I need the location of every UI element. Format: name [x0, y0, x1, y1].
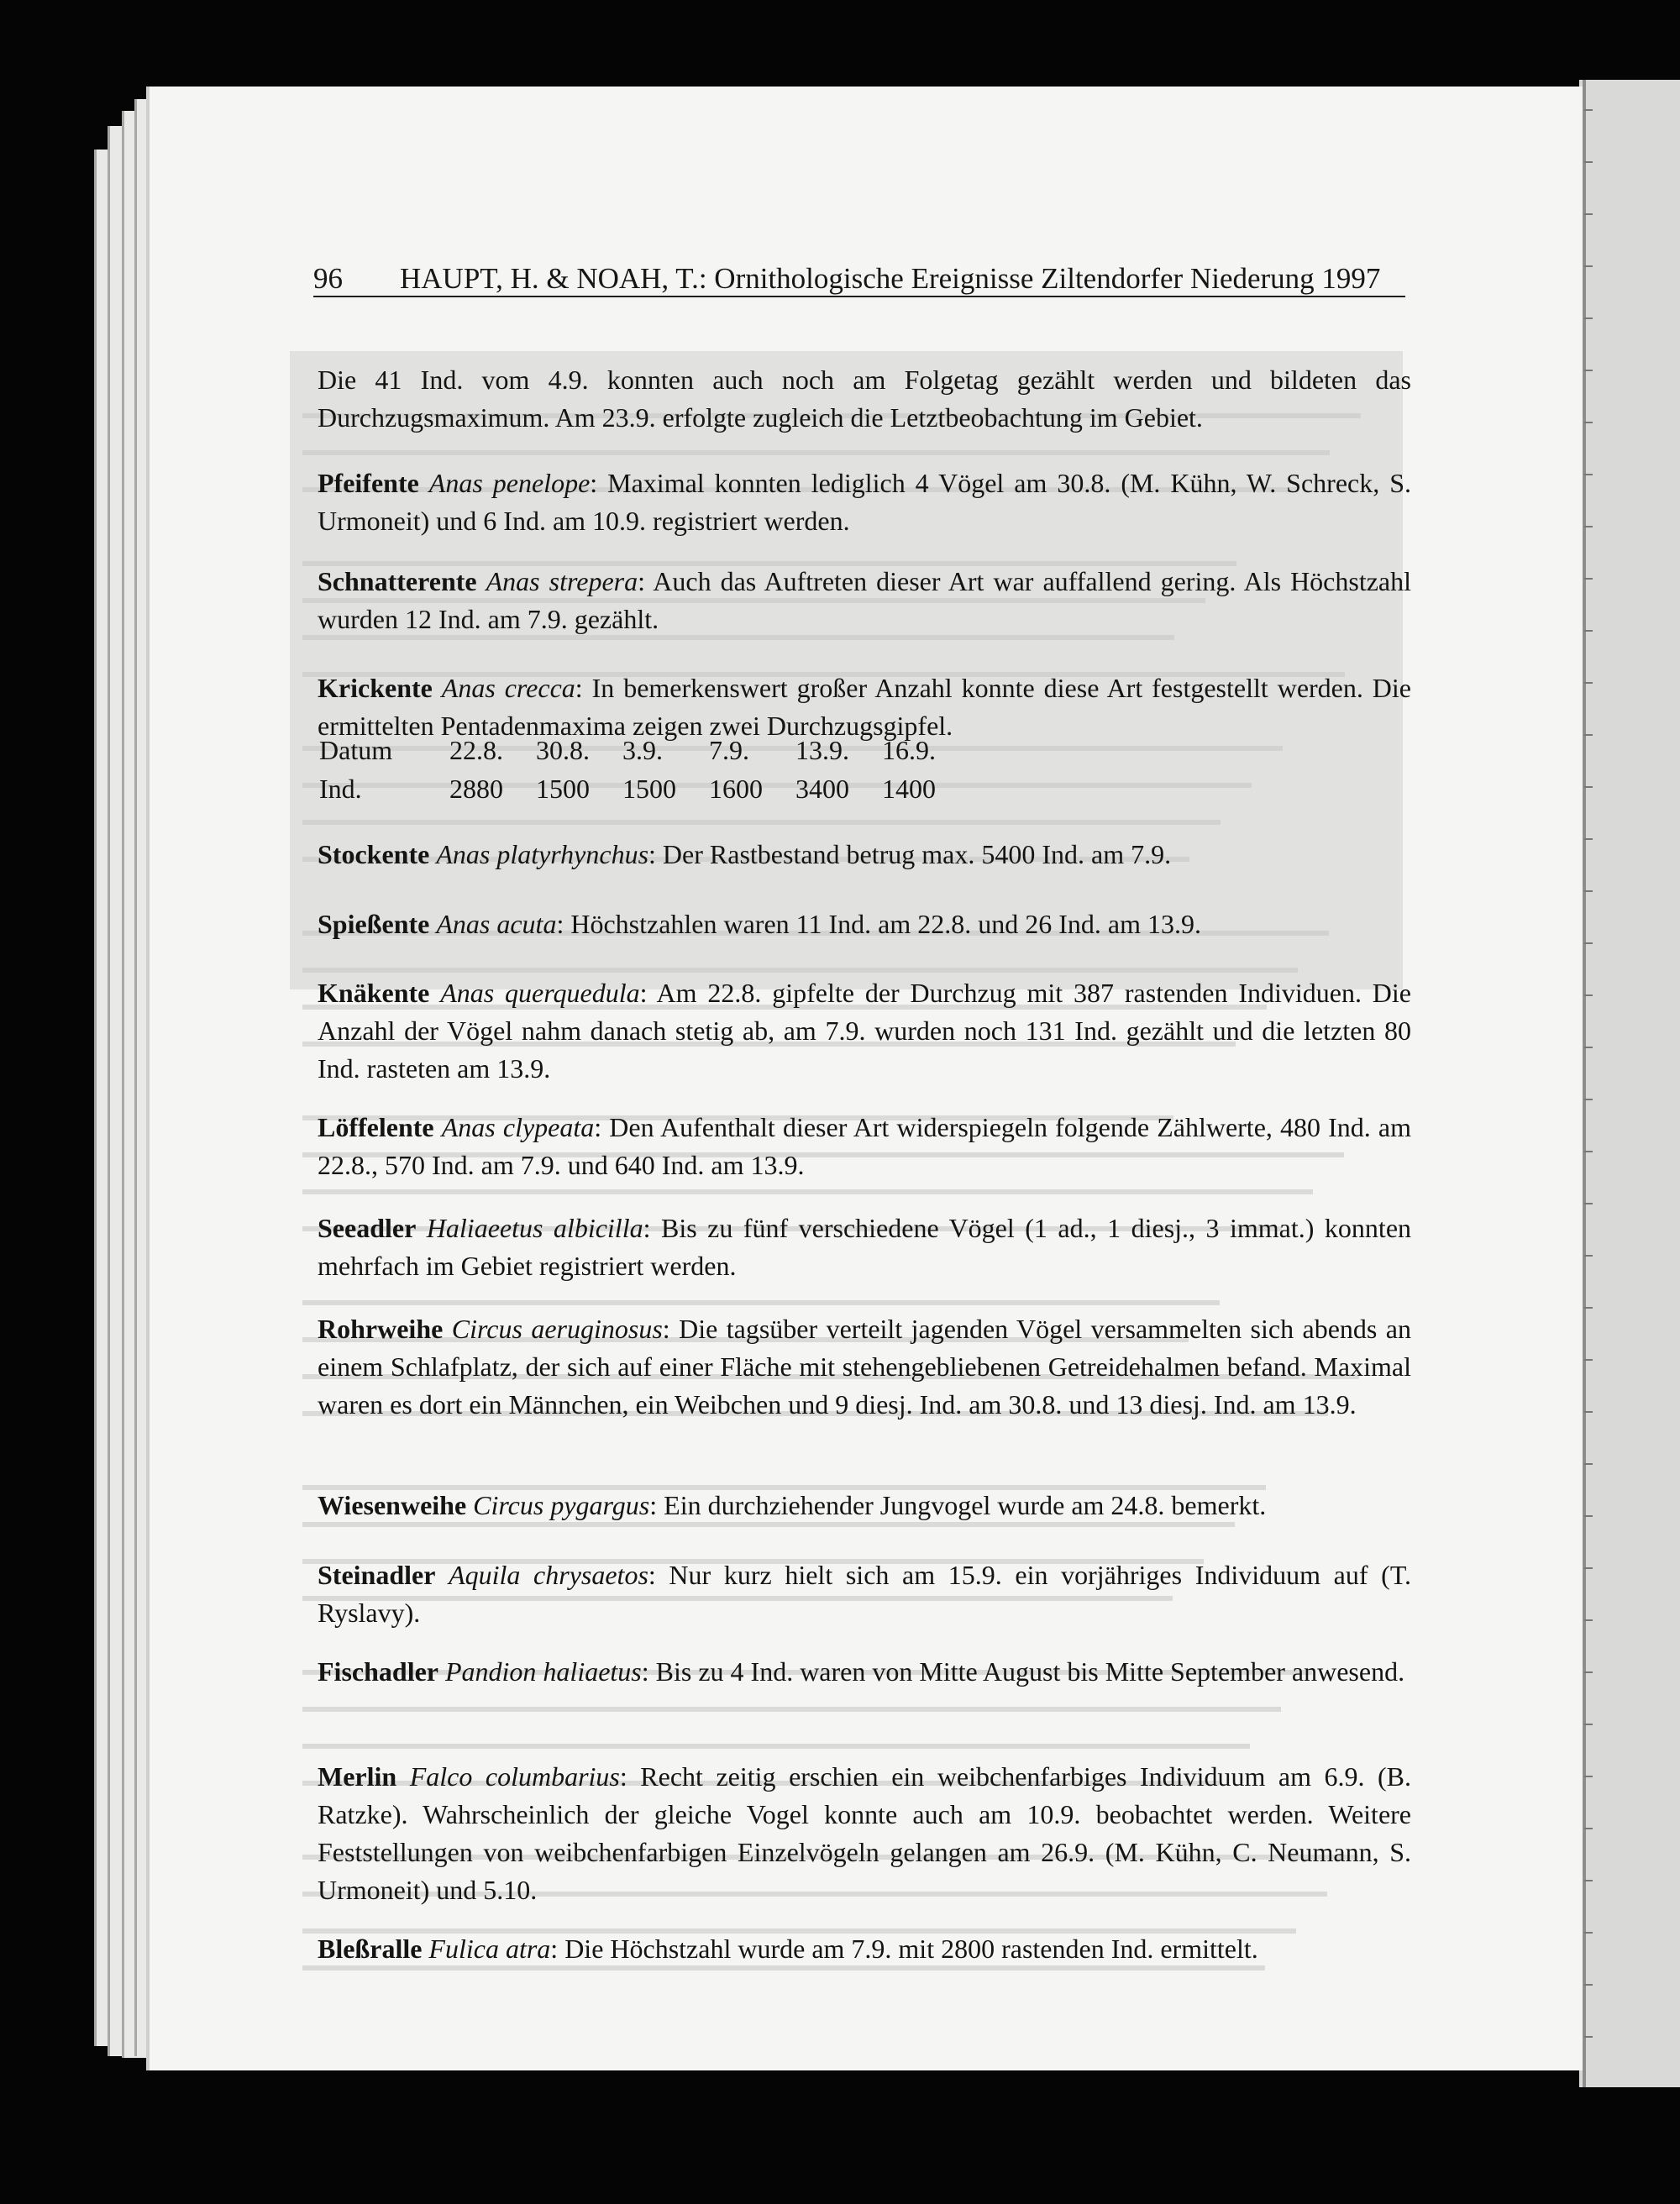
- table-cell: 3400: [795, 774, 849, 804]
- table-cell: 2880: [449, 774, 503, 804]
- stitch-mark: [1584, 1776, 1593, 1777]
- show-through-line: [302, 1744, 1250, 1749]
- stitch-mark: [1584, 1359, 1593, 1361]
- stitch-mark: [1584, 1411, 1593, 1413]
- scientific-name: Anas crecca: [441, 673, 575, 703]
- page-number: 96: [313, 262, 343, 295]
- stitch-mark: [1584, 2036, 1593, 2038]
- table-cell: 3.9.: [622, 735, 663, 765]
- stitch-mark: [1584, 734, 1593, 736]
- table-row-label: Ind.: [319, 774, 362, 804]
- stitch-mark: [1584, 1984, 1593, 1986]
- stitch-mark: [1584, 682, 1593, 684]
- table-cell: 1500: [622, 774, 676, 804]
- stitch-mark: [1584, 630, 1593, 632]
- entry-text: : Die Höchstzahl wurde am 7.9. mit 2800 rastenden Ind. ermittelt.: [550, 1934, 1258, 1964]
- species-name: Bleßralle: [318, 1934, 423, 1964]
- entry-text: : Recht zeitig erschien ein weibchenfarbiges Individuum am 6.9. (B. Ratzke). Wahrscheinlich der gleiche Vogel konnte auch am 10.9. beobachtet werden. Weitere Feststellungen von weibchenfarbigen Einzelvögeln gelangen am 26.9. (M. Kühn, C. Neumann, S. Urmoneit) und 5.10.: [318, 1761, 1412, 1905]
- species-name: Knäkente: [318, 978, 430, 1008]
- stitch-mark: [1584, 1567, 1593, 1569]
- show-through-line: [302, 1189, 1313, 1194]
- table-row: [319, 731, 969, 769]
- species-entry: [318, 974, 1411, 1088]
- scientific-name: Circus pygargus: [473, 1490, 650, 1520]
- species-entry: [318, 905, 1411, 943]
- stitch-mark: [1584, 942, 1593, 944]
- species-name: Wiesenweihe: [318, 1490, 467, 1520]
- stitch-mark: [1584, 1932, 1593, 1934]
- intro-paragraph: Die 41 Ind. vom 4.9. konnten auch noch am Folgetag gezählt werden und bildeten das Durchzugsmaximum. Am 23.9. erfolgte zugleich die Letztbeobachtung im Gebiet.: [318, 365, 1411, 433]
- entry-text: : In bemerkenswert großer Anzahl konnte diese Art festgestellt werden. Die ermittelten Pentadenmaxima zeigen zwei Durchzugsgipfel.: [318, 673, 1412, 741]
- species-entry: [318, 1310, 1411, 1424]
- stitch-mark: [1584, 1671, 1593, 1673]
- table-cell: 1600: [709, 774, 763, 804]
- stitch-mark: [1584, 213, 1593, 215]
- species-entry: [318, 1109, 1411, 1184]
- species-name: Krickente: [318, 673, 433, 703]
- species-entry: [318, 1758, 1411, 1909]
- species-entry: [318, 1556, 1411, 1632]
- table-row: [319, 769, 969, 808]
- scientific-name: Anas strepera: [486, 566, 638, 596]
- stitch-mark: [1584, 1307, 1593, 1309]
- entry-text: : Die tagsüber verteilt jagenden Vögel versammelten sich abends an einem Schlafplatz, der sich auf einer Fläche mit stehengebliebenen Getreidehalmen befand. Maximal waren es dort ein Männchen, ein Weibchen und 9 diesj. Ind. am 30.8. und 13 diesj. Ind. am 13.9.: [318, 1314, 1412, 1419]
- species-name: Löffelente: [318, 1112, 434, 1142]
- species-name: Fischadler: [318, 1656, 438, 1687]
- stitch-mark: [1584, 1619, 1593, 1621]
- entry-text: : Bis zu fünf verschiedene Vögel (1 ad., 1 diesj., 3 immat.) konnten mehrfach im Gebiet registriert werden.: [318, 1213, 1412, 1281]
- entry-text: : Maximal konnten lediglich 4 Vögel am 30.8. (M. Kühn, W. Schreck, S. Urmoneit) und 6 Ind. am 10.9. registriert werden.: [318, 468, 1412, 536]
- stitch-mark: [1584, 786, 1593, 788]
- species-entry: [318, 1210, 1411, 1285]
- show-through-line: [302, 1707, 1281, 1712]
- scientific-name: Circus aeruginosus: [451, 1314, 663, 1344]
- running-header: [313, 262, 1405, 296]
- entry-text: : Der Rastbestand betrug max. 5400 Ind. am 7.9.: [648, 839, 1172, 869]
- entry-text: : Auch das Auftreten dieser Art war auffallend gering. Als Höchstzahl wurden 12 Ind. am 7.9. gezählt.: [318, 566, 1412, 634]
- stitch-mark: [1584, 1151, 1593, 1152]
- stitch-mark: [1584, 994, 1593, 996]
- table-cell: 22.8.: [449, 735, 503, 765]
- facing-page-edge: [1579, 80, 1680, 2087]
- stitch-mark: [1584, 1255, 1593, 1257]
- stitch-mark: [1584, 422, 1593, 423]
- entry-text: : Höchstzahlen waren 11 Ind. am 22.8. und 26 Ind. am 13.9.: [556, 909, 1201, 939]
- stitch-mark: [1584, 474, 1593, 475]
- stitch-mark: [1584, 838, 1593, 840]
- entry-text: : Am 22.8. gipfelte der Durchzug mit 387 rastenden Individuen. Die Anzahl der Vögel nahm danach stetig ab, am 7.9. wurden noch 131 Ind. gezählt und die letzten 80 Ind. rasteten am 13.9.: [318, 978, 1412, 1084]
- table-cell: 7.9.: [709, 735, 749, 765]
- species-entry: [318, 1487, 1411, 1524]
- stitch-mark: [1584, 890, 1593, 892]
- table-cell: 1400: [882, 774, 936, 804]
- stitch-mark: [1584, 1880, 1593, 1881]
- header-rule: [313, 296, 1405, 297]
- stitch-mark: [1584, 370, 1593, 371]
- table-cell: 13.9.: [795, 735, 849, 765]
- book-spine: [1583, 80, 1586, 2087]
- scientific-name: Anas clypeata: [441, 1112, 595, 1142]
- table-row-label: Datum: [319, 735, 393, 765]
- table-cell: 16.9.: [882, 735, 936, 765]
- stitch-mark: [1584, 578, 1593, 580]
- table-cell: 1500: [536, 774, 590, 804]
- entry-text: : Ein durchziehender Jungvogel wurde am 24.8. bemerkt.: [649, 1490, 1267, 1520]
- species-name: Merlin: [318, 1761, 397, 1792]
- stitch-mark: [1584, 1828, 1593, 1829]
- stitch-mark: [1584, 1047, 1593, 1048]
- scientific-name: Fulica atra: [428, 1934, 551, 1964]
- stitch-mark: [1584, 1203, 1593, 1204]
- stitch-mark: [1584, 526, 1593, 527]
- show-through-line: [302, 450, 1330, 455]
- stitch-mark: [1584, 1099, 1593, 1100]
- species-entry: [318, 464, 1411, 540]
- stitch-mark: [1584, 265, 1593, 267]
- species-name: Rohrweihe: [318, 1314, 444, 1344]
- scientific-name: Anas acuta: [436, 909, 557, 939]
- krickente-table: [319, 731, 969, 808]
- stitch-mark: [1584, 1724, 1593, 1725]
- scientific-name: Anas platyrhynchus: [436, 839, 649, 869]
- stitch-mark: [1584, 317, 1593, 319]
- scientific-name: Pandion haliaetus: [444, 1656, 642, 1687]
- entry-text: : Bis zu 4 Ind. waren von Mitte August bis Mitte September anwesend.: [641, 1656, 1405, 1687]
- species-entry: [318, 563, 1411, 638]
- stitch-mark: [1584, 1515, 1593, 1517]
- running-title: HAUPT, H. & NOAH, T.: Ornithologische Ereignisse Ziltendorfer Niederung 1997: [400, 262, 1381, 295]
- species-entry: [318, 1653, 1411, 1691]
- scientific-name: Anas querquedula: [440, 978, 640, 1008]
- show-through-line: [302, 820, 1221, 825]
- scientific-name: Haliaeetus albicilla: [426, 1213, 643, 1243]
- entry-text: : Nur kurz hielt sich am 15.9. ein vorjähriges Individuum auf (T. Ryslavy).: [318, 1560, 1412, 1628]
- show-through-line: [302, 968, 1298, 973]
- scientific-name: Aquila chrysaetos: [449, 1560, 648, 1590]
- scientific-name: Anas penelope: [428, 468, 591, 498]
- species-name: Seeadler: [318, 1213, 417, 1243]
- species-name: Spießente: [318, 909, 430, 939]
- species-name: Schnatterente: [318, 566, 477, 596]
- species-name: Pfeifente: [318, 468, 419, 498]
- species-name: Stockente: [318, 839, 430, 869]
- species-entry: [318, 836, 1411, 874]
- species-name: Steinadler: [318, 1560, 436, 1590]
- species-entry: [318, 1930, 1411, 1968]
- show-through-line: [302, 1300, 1220, 1305]
- scientific-name: Falco columbarius: [409, 1761, 620, 1792]
- entry-text: : Den Aufenthalt dieser Art widerspiegeln folgende Zählwerte, 480 Ind. am 22.8., 570 Ind. am 7.9. und 640 Ind. am 13.9.: [318, 1112, 1412, 1180]
- table-cell: 30.8.: [536, 735, 590, 765]
- stitch-mark: [1584, 161, 1593, 163]
- stitch-mark: [1584, 109, 1593, 111]
- stitch-mark: [1584, 1463, 1593, 1465]
